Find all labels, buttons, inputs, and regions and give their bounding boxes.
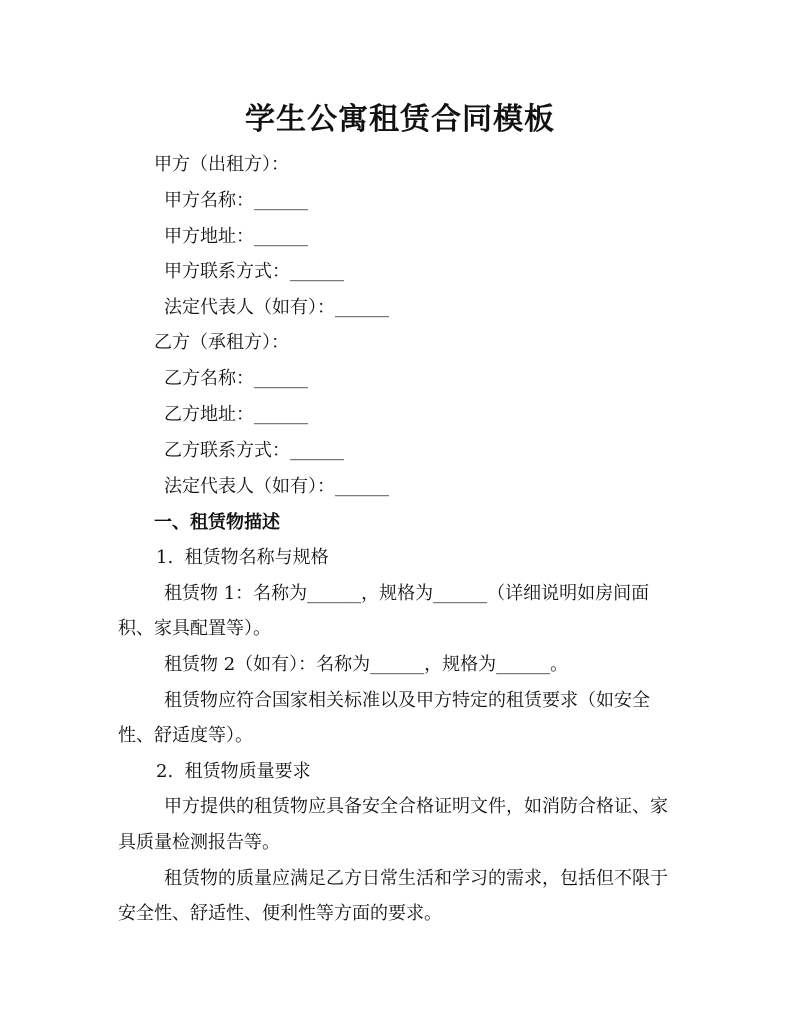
party-a-representative: 法定代表人（如有）：______ (164, 297, 389, 318)
party-a-name: 甲方名称：______ (164, 190, 308, 211)
paragraph-line: 租赁物 2（如有）：名称为______，规格为______。 (164, 654, 569, 675)
section-heading: 一、租赁物描述 (154, 512, 280, 533)
paragraph-line: 租赁物 1：名称为______，规格为______（详细说明如房间面 (164, 583, 650, 604)
party-b-representative: 法定代表人（如有）：______ (164, 476, 389, 497)
party-a-contact: 甲方联系方式：______ (164, 261, 344, 282)
party-a-address: 甲方地址：______ (164, 226, 308, 247)
paragraph-line: 甲方提供的租赁物应具备安全合格证明文件，如消防合格证、家 (164, 796, 668, 817)
subsection-heading: 2. 租赁物质量要求 (156, 761, 311, 782)
paragraph-line: 租赁物应符合国家相关标准以及甲方特定的租赁要求（如安全 (164, 690, 650, 711)
subsection-heading: 1. 租赁物名称与规格 (156, 547, 329, 568)
document-title: 学生公寓租赁合同模板 (245, 102, 555, 137)
paragraph-line: 具质量检测报告等。 (118, 832, 280, 853)
paragraph-line: 积、家具配置等）。 (118, 618, 271, 639)
party-b-name: 乙方名称：______ (164, 368, 308, 389)
party-b-address: 乙方地址：______ (164, 404, 308, 425)
party-b-heading: 乙方（承租方）： (154, 332, 289, 353)
party-a-heading: 甲方（出租方）： (154, 154, 289, 175)
paragraph-line: 租赁物的质量应满足乙方日常生活和学习的需求，包括但不限于 (164, 868, 668, 889)
paragraph-line: 性、舒适度等）。 (118, 725, 253, 746)
paragraph-line: 安全性、舒适性、便利性等方面的要求。 (118, 903, 442, 924)
party-b-contact: 乙方联系方式：______ (164, 440, 344, 461)
